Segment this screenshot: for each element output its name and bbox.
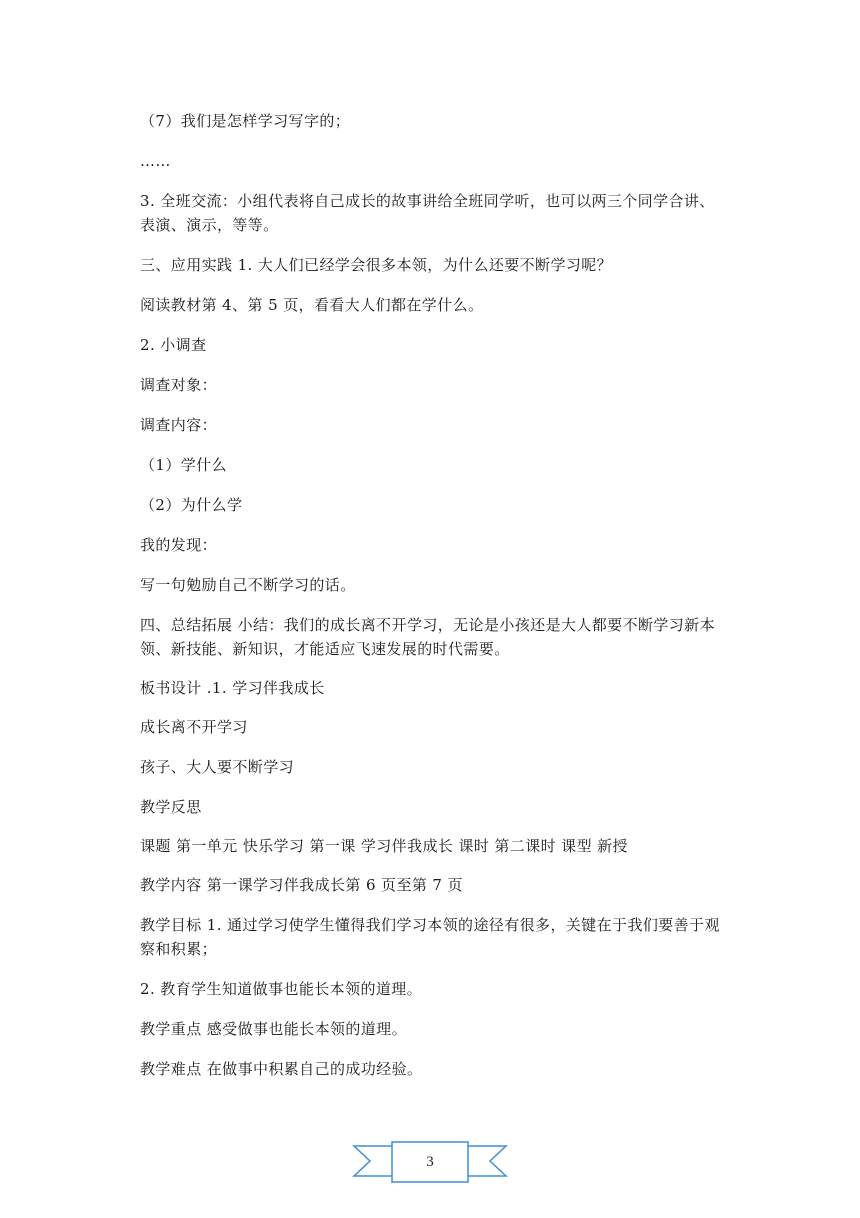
paragraph-teaching-goal: 教学目标 1. 通过学习使学生懂得我们学习本领的途径有很多，关键在于我们要善于观察和积累；: [140, 916, 720, 958]
paragraph-lesson-info: 课题 第一单元 快乐学习 第一课 学习伴我成长 课时 第二课时 课型 新授: [140, 837, 628, 855]
paragraph-small-survey: 2. 小调查: [140, 336, 207, 354]
page-number: 3: [426, 1154, 434, 1170]
ribbon-right-tail: [464, 1146, 506, 1176]
paragraph-teaching-content: 教学内容 第一课学习伴我成长第 6 页至第 7 页: [140, 876, 463, 894]
paragraph-education-goal: 2. 教育学生知道做事也能长本领的道理。: [140, 980, 423, 998]
paragraph-why-learn: （2）为什么学: [140, 496, 243, 514]
paragraph-board-design: 板书设计 .1. 学习伴我成长: [140, 679, 325, 697]
paragraph-step-7: （7）我们是怎样学习写字的；: [140, 112, 351, 130]
page-footer: [352, 1138, 508, 1186]
paragraph-reading-textbook: 阅读教材第 4、第 5 页，看看大人们都在学什么。: [140, 296, 484, 314]
paragraph-survey-subject: 调查对象：: [140, 376, 218, 394]
paragraph-what-to-learn: （1）学什么: [140, 456, 227, 474]
paragraph-my-findings: 我的发现：: [140, 536, 218, 554]
document-body: [140, 109, 730, 1081]
paragraph-growth-needs-learning: 成长离不开学习: [140, 718, 248, 736]
paragraph-teaching-difficulty: 教学难点 在做事中积累自己的成功经验。: [140, 1060, 423, 1078]
paragraph-application-practice: 三、应用实践 1. 大人们已经学会很多本领，为什么还要不断学习呢？: [140, 256, 613, 274]
paragraph-summary: 四、总结拓展 小结：我们的成长离不开学习，无论是小孩还是大人都要不断学习新本领、新技能、新知识，才能适应飞速发展的时代需要。: [140, 616, 715, 658]
paragraph-keep-learning: 孩子、大人要不断学习: [140, 758, 295, 776]
paragraph-encouragement: 写一句勉励自己不断学习的话。: [140, 576, 356, 594]
paragraph-teaching-focus: 教学重点 感受做事也能长本领的道理。: [140, 1020, 407, 1038]
ribbon-left-tail: [354, 1146, 396, 1176]
paragraph-class-exchange: 3. 全班交流：小组代表将自己成长的故事讲给全班同学听，也可以两三个同学合讲、表演、演示，等等。: [140, 192, 715, 234]
paragraph-ellipsis: ……: [140, 152, 171, 170]
paragraph-survey-content: 调查内容：: [140, 416, 218, 434]
paragraph-teaching-reflection: 教学反思: [140, 798, 202, 816]
